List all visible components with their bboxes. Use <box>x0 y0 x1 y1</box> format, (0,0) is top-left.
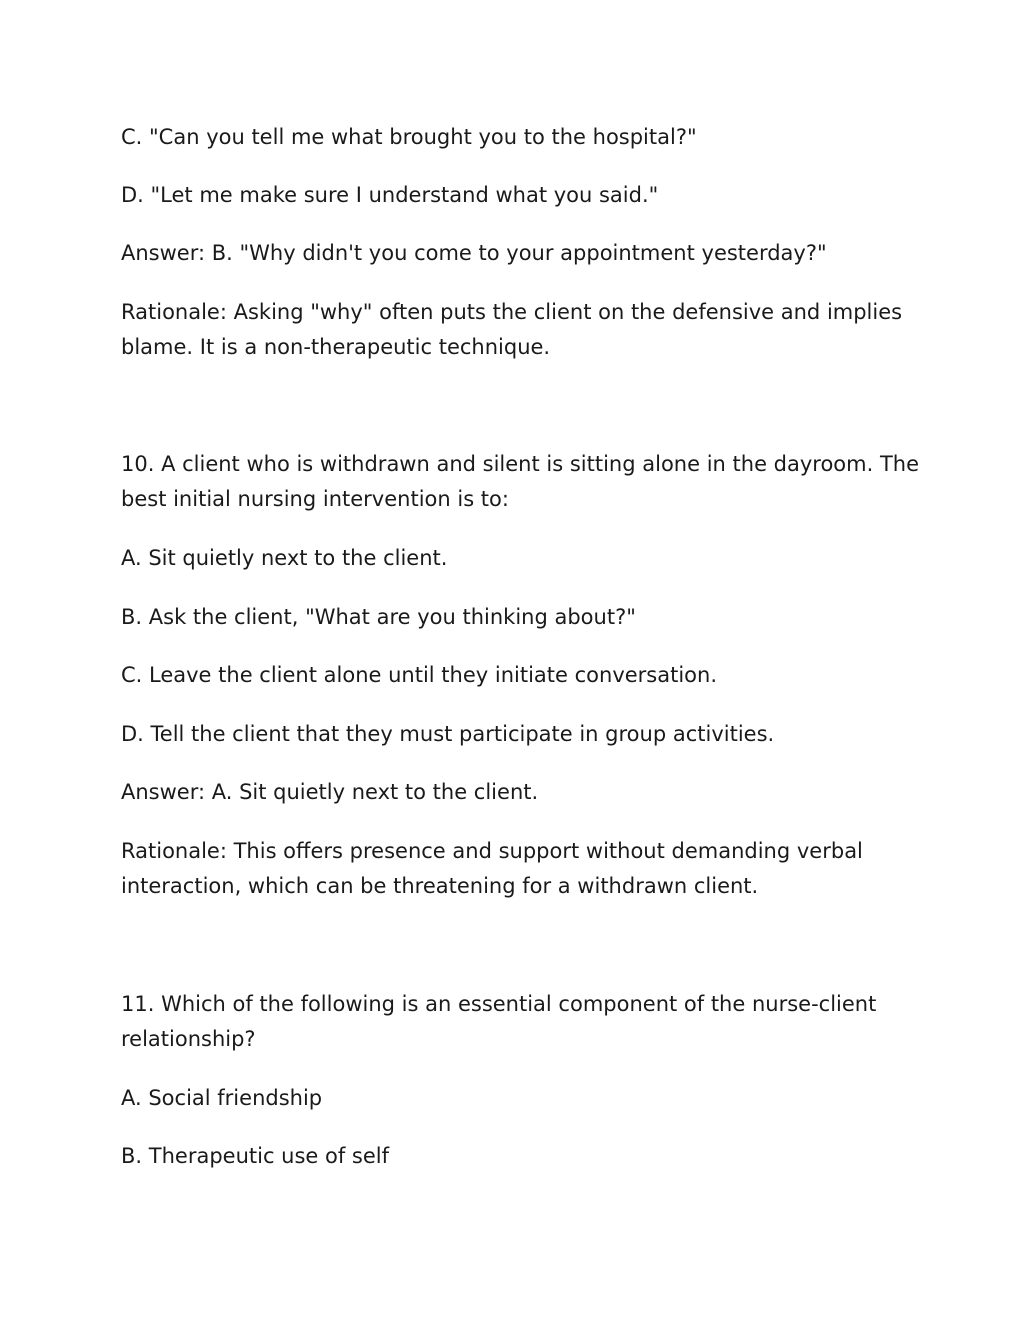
prev-question-rationale: Rationale: Asking "why" often puts the client on the defensive and implies blame. It is a non-therapeutic technique. <box>121 300 903 359</box>
question-11-option-a: A. Social friendship <box>121 1086 323 1110</box>
question-10-option-d: D. Tell the client that they must participate in group activities. <box>121 722 775 746</box>
question-10-option-b: B. Ask the client, "What are you thinking about?" <box>121 605 636 629</box>
question-10-stem: 10. A client who is withdrawn and silent is sitting alone in the dayroom. The best initial nursing intervention is to: <box>121 452 920 511</box>
question-10-option-c: C. Leave the client alone until they initiate conversation. <box>121 663 718 687</box>
question-10-answer: Answer: A. Sit quietly next to the client. <box>121 780 539 804</box>
prev-question-option-d: D. "Let me make sure I understand what you said." <box>121 183 659 207</box>
question-10-rationale: Rationale: This offers presence and support without demanding verbal interaction, which can be threatening for a withdrawn client. <box>121 839 863 898</box>
question-11-option-b: B. Therapeutic use of self <box>121 1144 390 1168</box>
prev-question-answer: Answer: B. "Why didn't you come to your appointment yesterday?" <box>121 241 827 265</box>
question-11-stem: 11. Which of the following is an essential component of the nurse-client relationship? <box>121 992 877 1051</box>
prev-question-option-c: C. "Can you tell me what brought you to the hospital?" <box>121 125 697 149</box>
question-10-option-a: A. Sit quietly next to the client. <box>121 546 448 570</box>
